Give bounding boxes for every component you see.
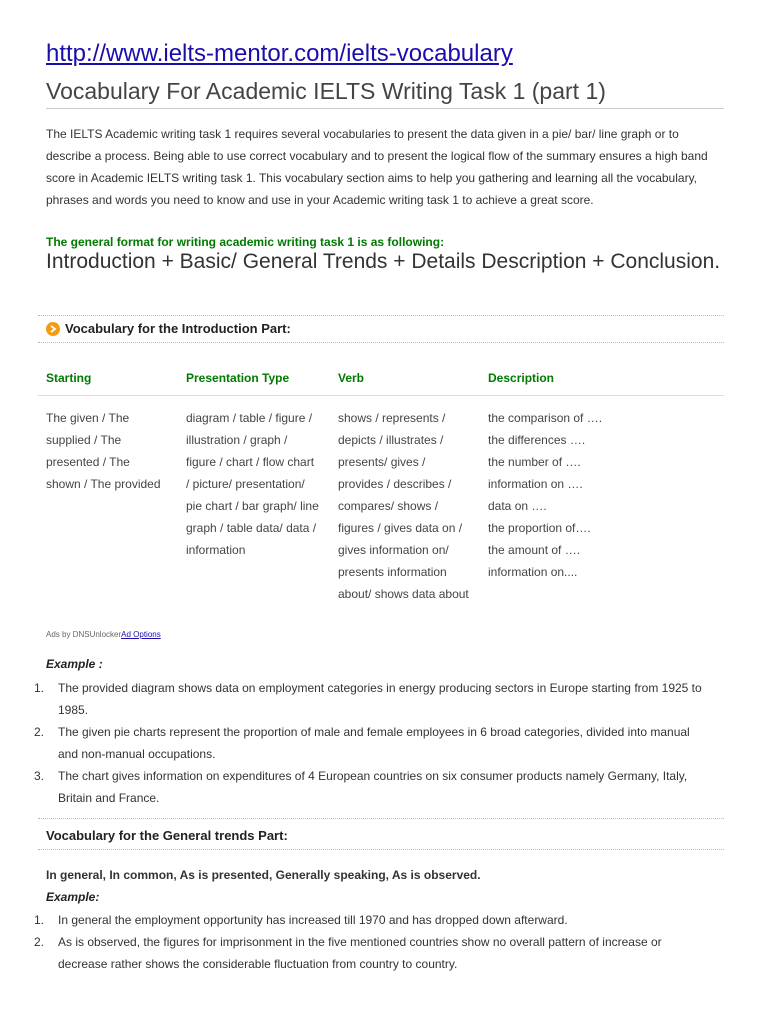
- list-item-number: 1.: [34, 913, 45, 927]
- table-cell-line: shown / The provided: [46, 477, 161, 491]
- table-cell-line: about/ shows data about: [338, 587, 469, 601]
- col-description: [488, 407, 602, 583]
- list-item-line: decrease rather shows the considerable fluctuation from country to country.: [58, 957, 458, 971]
- list-item-number: 3.: [34, 769, 45, 783]
- list-item-line: 1985.: [58, 703, 89, 717]
- list-item: [0, 931, 730, 975]
- col-presentation-type: [186, 407, 319, 561]
- list-item: [0, 677, 730, 721]
- table-cell-line: the number of ….: [488, 455, 581, 469]
- general-trend-words: In general, In common, As is presented, Generally speaking, As is observed.: [46, 868, 481, 882]
- table-cell-line: the differences ….: [488, 433, 586, 447]
- format-label: The general format for writing academic writing task 1 is as following:: [46, 235, 445, 249]
- col-starting: [46, 407, 161, 495]
- arrow-icon: [46, 322, 60, 336]
- col-header-verb: Verb: [338, 371, 365, 385]
- intro-section-heading-text: Vocabulary for the Introduction Part:: [65, 321, 291, 336]
- list-item-line: The provided diagram shows data on employment categories in energy producing sectors in Europe starting from 1925 to: [58, 681, 702, 695]
- table-cell-line: presents information: [338, 565, 447, 579]
- table-cell-line: shows / represents /: [338, 411, 446, 425]
- list-item: [0, 721, 730, 765]
- table-cell-line: the amount of ….: [488, 543, 581, 557]
- general-section-heading: Vocabulary for the General trends Part:: [46, 828, 288, 843]
- list-item-number: 1.: [34, 681, 45, 695]
- col-verb: [338, 407, 469, 605]
- example-list: [0, 677, 730, 809]
- table-cell-line: figures / gives data on /: [338, 521, 463, 535]
- table-cell-line: The given / The: [46, 411, 130, 425]
- section-divider: [38, 849, 724, 850]
- list-item-line: and non-manual occupations.: [58, 747, 216, 761]
- list-item-line: Britain and France.: [58, 791, 160, 805]
- ads-notice: [46, 630, 161, 639]
- section-divider: [38, 315, 724, 316]
- ad-options-link[interactable]: Ad Options: [121, 630, 161, 639]
- example-label: Example :: [46, 657, 103, 671]
- table-cell-line: gives information on/: [338, 543, 449, 557]
- ads-prefix: Ads by DNSUnlocker: [46, 630, 122, 639]
- section-divider: [38, 342, 724, 343]
- table-cell-line: / picture/ presentation/: [186, 477, 305, 491]
- page-url-link[interactable]: http://www.ielts-mentor.com/ielts-vocabulary: [46, 40, 513, 67]
- table-cell-line: data on ….: [488, 499, 547, 513]
- section-divider: [38, 818, 724, 819]
- list-item-number: 2.: [34, 935, 45, 949]
- intro-paragraph: The IELTS Academic writing task 1 requires several vocabularies to present the data given in a pie/ bar/ line graph or to describe a process. Being able to use correct vocabulary and to present the logical flow of the summary ensures a high band score in Academic IELTS writing task 1. This vocabulary section aims to help you gathering and learning all the vocabulary, phrases and words you need to know and use in your Academic writing task 1 to achieve a great score.: [46, 127, 708, 207]
- table-cell-line: figure / chart / flow chart: [186, 455, 315, 469]
- list-item-line: In general the employment opportunity has increased till 1970 and has dropped down afterward.: [58, 913, 568, 927]
- table-cell-line: the comparison of ….: [488, 411, 603, 425]
- format-formula: Introduction + Basic/ General Trends + Details Description + Conclusion.: [46, 250, 721, 273]
- table-cell-line: diagram / table / figure /: [186, 411, 313, 425]
- list-item-line: The given pie charts represent the proportion of male and female employees in 6 broad categories, divided into manual: [58, 725, 690, 739]
- general-example-list: [0, 909, 730, 975]
- table-cell-line: graph / table data/ data /: [186, 521, 317, 535]
- intro-section-heading: [46, 321, 291, 336]
- table-cell-line: compares/ shows /: [338, 499, 439, 513]
- table-cell-line: information on ….: [488, 477, 583, 491]
- list-item: [0, 765, 730, 809]
- table-cell-line: the proportion of….: [488, 521, 591, 535]
- table-cell-line: information: [186, 543, 246, 557]
- list-item: [0, 909, 730, 931]
- table-cell-line: depicts / illustrates /: [338, 433, 444, 447]
- table-divider: [38, 395, 724, 396]
- example-label: Example:: [46, 890, 100, 904]
- list-item-line: The chart gives information on expenditures of 4 European countries on six consumer products namely Germany, Italy,: [58, 769, 688, 783]
- list-item-number: 2.: [34, 725, 45, 739]
- table-cell-line: information on....: [488, 565, 578, 579]
- table-cell-line: pie chart / bar graph/ line: [186, 499, 319, 513]
- col-header-description: Description: [488, 371, 555, 385]
- list-item-line: As is observed, the figures for imprisonment in the five mentioned countries show no overall pattern of increase or: [58, 935, 662, 949]
- page-title: Vocabulary For Academic IELTS Writing Task 1 (part 1): [46, 78, 606, 104]
- table-cell-line: illustration / graph /: [186, 433, 288, 447]
- table-cell-line: presented / The: [46, 455, 130, 469]
- col-header-presentation-type: Presentation Type: [186, 371, 290, 385]
- col-header-starting: Starting: [46, 371, 92, 385]
- table-cell-line: provides / describes /: [338, 477, 452, 491]
- table-cell-line: supplied / The: [46, 433, 122, 447]
- table-cell-line: presents/ gives /: [338, 455, 426, 469]
- title-divider: [46, 108, 724, 109]
